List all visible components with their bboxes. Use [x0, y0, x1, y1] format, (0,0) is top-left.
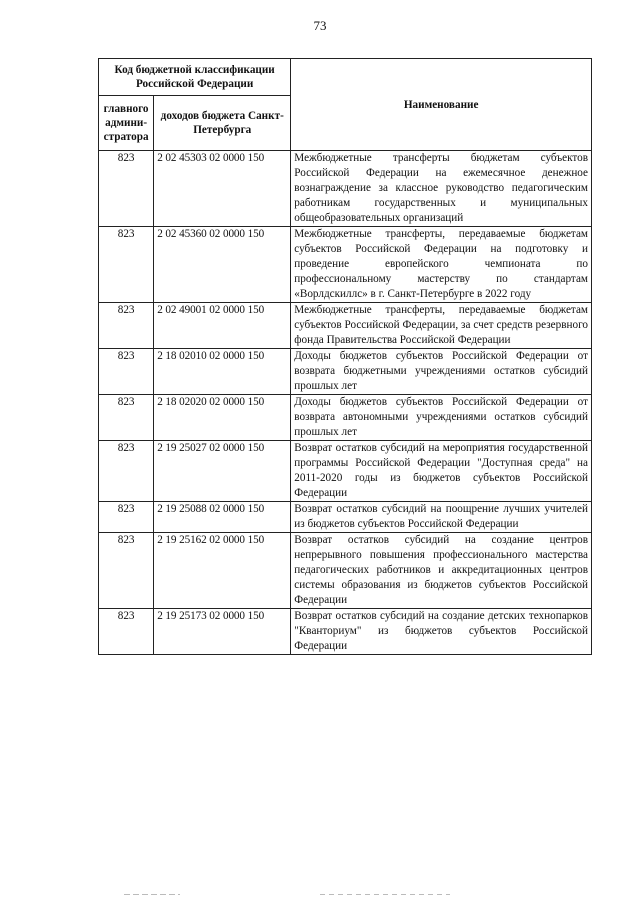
revenue-name-cell: Возврат остатков субсидий на создание детских технопарков "Кванториум" из бюджетов субъектов Российской Федерации	[291, 609, 592, 655]
table-row	[99, 533, 592, 609]
admin-code-cell: 823	[99, 349, 154, 395]
table-row	[99, 395, 592, 441]
header-budget-revenue: доходов бюджета Санкт-Петербурга	[154, 96, 291, 151]
admin-code-cell: 823	[99, 502, 154, 533]
table-row	[99, 609, 592, 655]
revenue-code-cell: 2 19 25173 02 0000 150	[154, 609, 291, 655]
header-chief-administrator: главного админи-стратора	[99, 96, 154, 151]
revenue-name-cell: Доходы бюджетов субъектов Российской Федерации от возврата бюджетными учреждениями остатков субсидий прошлых лет	[291, 349, 592, 395]
revenue-name-cell: Межбюджетные трансферты бюджетам субъектов Российской Федерации на ежемесячное денежное вознаграждение за классное руководство педагогическим работникам государственных и муниципальных общеобразовательных организаций	[291, 151, 592, 227]
revenue-name-cell: Возврат остатков субсидий на создание центров непрерывного повышения профессионального мастерства педагогических работников и аккредитационных центров системы образования из бюджетов субъектов Российской Федерации	[291, 533, 592, 609]
revenue-code-cell: 2 19 25162 02 0000 150	[154, 533, 291, 609]
table-row	[99, 227, 592, 303]
revenue-name-cell: Межбюджетные трансферты, передаваемые бюджетам субъектов Российской Федерации, за счет средств резервного фонда Правительства Российской Федерации	[291, 303, 592, 349]
table-row	[99, 441, 592, 502]
revenue-code-cell: 2 19 25027 02 0000 150	[154, 441, 291, 502]
table-row	[99, 349, 592, 395]
admin-code-cell: 823	[99, 609, 154, 655]
table-row	[99, 502, 592, 533]
header-name: Наименование	[291, 59, 592, 151]
admin-code-cell: 823	[99, 151, 154, 227]
header-classification-code: Код бюджетной классификации Российской Федерации	[99, 59, 291, 96]
admin-code-cell: 823	[99, 303, 154, 349]
admin-code-cell: 823	[99, 441, 154, 502]
table-row	[99, 303, 592, 349]
revenue-code-cell: 2 18 02020 02 0000 150	[154, 395, 291, 441]
table-row	[99, 151, 592, 227]
table-body	[99, 151, 592, 655]
table-header	[99, 59, 592, 151]
budget-classification-table	[98, 58, 592, 655]
scan-artifact-marks	[120, 893, 520, 896]
page-number: 73	[313, 18, 327, 33]
revenue-code-cell: 2 02 45303 02 0000 150	[154, 151, 291, 227]
revenue-name-cell: Доходы бюджетов субъектов Российской Федерации от возврата автономными учреждениями остатков субсидий прошлых лет	[291, 395, 592, 441]
revenue-code-cell: 2 02 45360 02 0000 150	[154, 227, 291, 303]
revenue-code-cell: 2 02 49001 02 0000 150	[154, 303, 291, 349]
revenue-code-cell: 2 19 25088 02 0000 150	[154, 502, 291, 533]
revenue-name-cell: Межбюджетные трансферты, передаваемые бюджетам субъектов Российской Федерации на подготовку и проведение европейского чемпионата по профессиональному мастерству по стандартам «Ворлдскиллс» в г. Санкт-Петербурге в 2022 году	[291, 227, 592, 303]
admin-code-cell: 823	[99, 533, 154, 609]
revenue-name-cell: Возврат остатков субсидий на поощрение лучших учителей из бюджетов субъектов Российской Федерации	[291, 502, 592, 533]
admin-code-cell: 823	[99, 395, 154, 441]
revenue-name-cell: Возврат остатков субсидий на мероприятия государственной программы Российской Федерации "Доступная среда" на 2011-2020 годы из бюджетов субъектов Российской Федерации	[291, 441, 592, 502]
revenue-code-cell: 2 18 02010 02 0000 150	[154, 349, 291, 395]
admin-code-cell: 823	[99, 227, 154, 303]
